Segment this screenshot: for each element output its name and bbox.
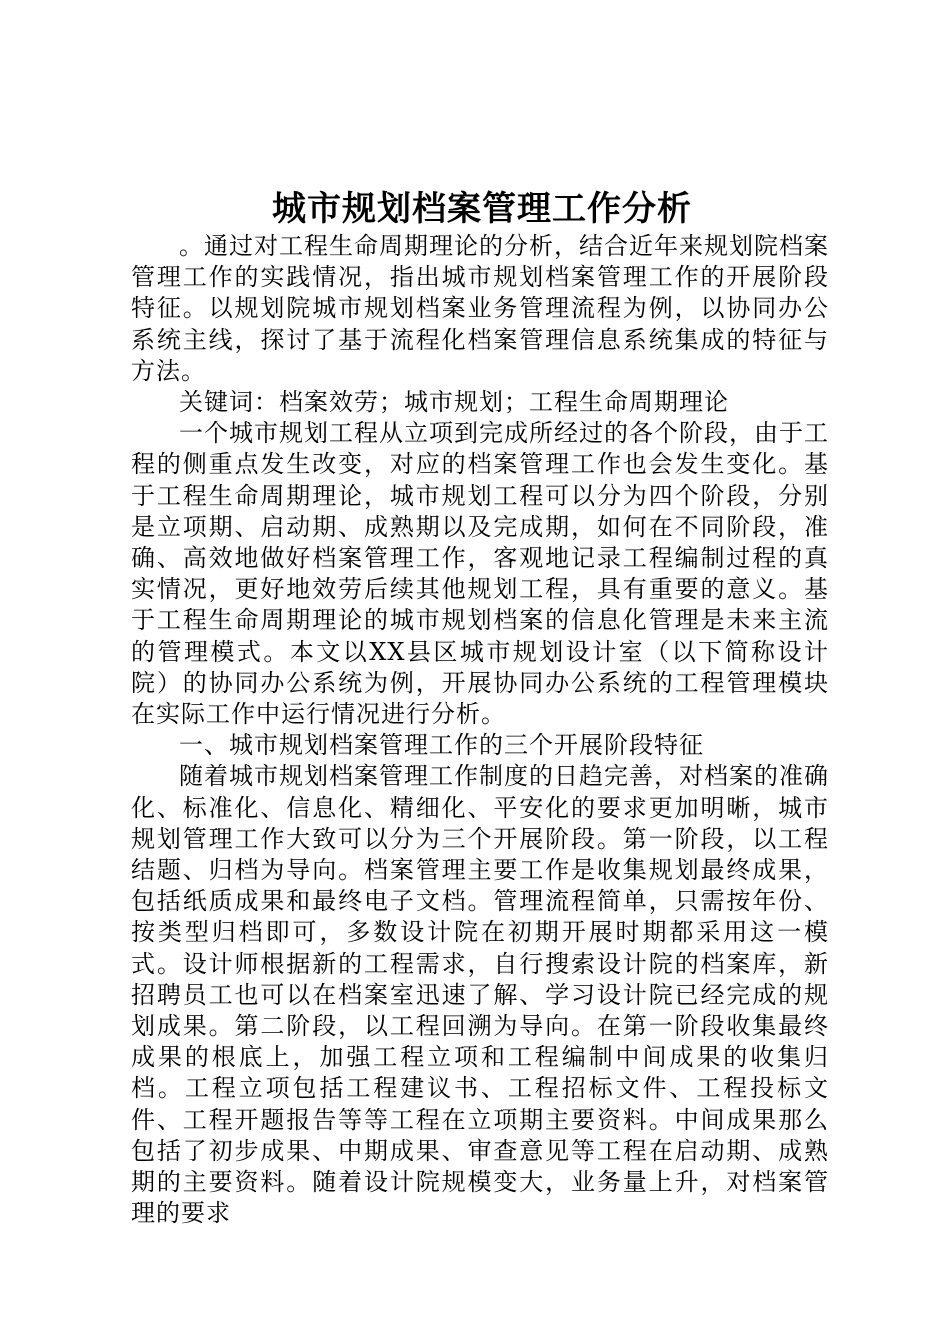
document-page (131, 187, 829, 1230)
body-paragraph: 随着城市规划档案管理工作制度的日趋完善，对档案的准确化、标准化、信息化、精细化、平安化的要求更加明晰，城市规划管理工作大致可以分为三个开展阶段。第一阶段，以工程结题、归档为导向。档案管理主要工作是收集规划最终成果，包括纸质成果和最终电子文档。管理流程简单，只需按年份、按类型归档即可，多数设计院在初期开展时期都采用这一模式。设计师根据新的工程需求，自行搜索设计院的档案库，新招聘员工也可以在档案室迅速了解、学习设计院已经完成的规划成果。第二阶段，以工程回溯为导向。在第一阶段收集最终成果的根底上，加强工程立项和工程编制中间成果的收集归档。工程立项包括工程建议书、工程招标文件、工程投标文件、工程开题报告等等工程在立项期主要资料。中间成果那么包括了初步成果、中期成果、审查意见等工程在启动期、成熟期的主要资料。随着设计院规模变大，业务量上升，对档案管理的要求 (131, 762, 829, 1228)
abstract-paragraph: 。通过对工程生命周期理论的分析，结合近年来规划院档案管理工作的实践情况，指出城市规划档案管理工作的开展阶段特征。以规划院城市规划档案业务管理流程为例，以协同办公系统主线，探讨了基于流程化档案管理信息系统集成的特征与方法。 (131, 232, 829, 385)
document-title: 城市规划档案管理工作分析 (272, 189, 692, 229)
body-paragraph: 一个城市规划工程从立项到完成所经过的各个阶段，由于工程的侧重点发生改变，对应的档案管理工作也会发生变化。基于工程生命周期理论，城市规划工程可以分为四个阶段，分别是立项期、启动期、成熟期以及完成期，如何在不同阶段，准确、高效地做好档案管理工作，客观地记录工程编制过程的真实情况，更好地效劳后续其他规划工程，具有重要的意义。基于工程生命周期理论的城市规划档案的信息化管理是未来主流的管理模式。本文以XX县区城市规划设计室（以下简称设计院）的协同办公系统为例，开展协同办公系统的工程管理模块在实际工作中运行情况进行分析。 (131, 419, 829, 729)
keywords-paragraph: 关键词：档案效劳；城市规划；工程生命周期理论 (179, 388, 729, 417)
section-heading: 一、城市规划档案管理工作的三个开展阶段特征 (179, 731, 704, 760)
